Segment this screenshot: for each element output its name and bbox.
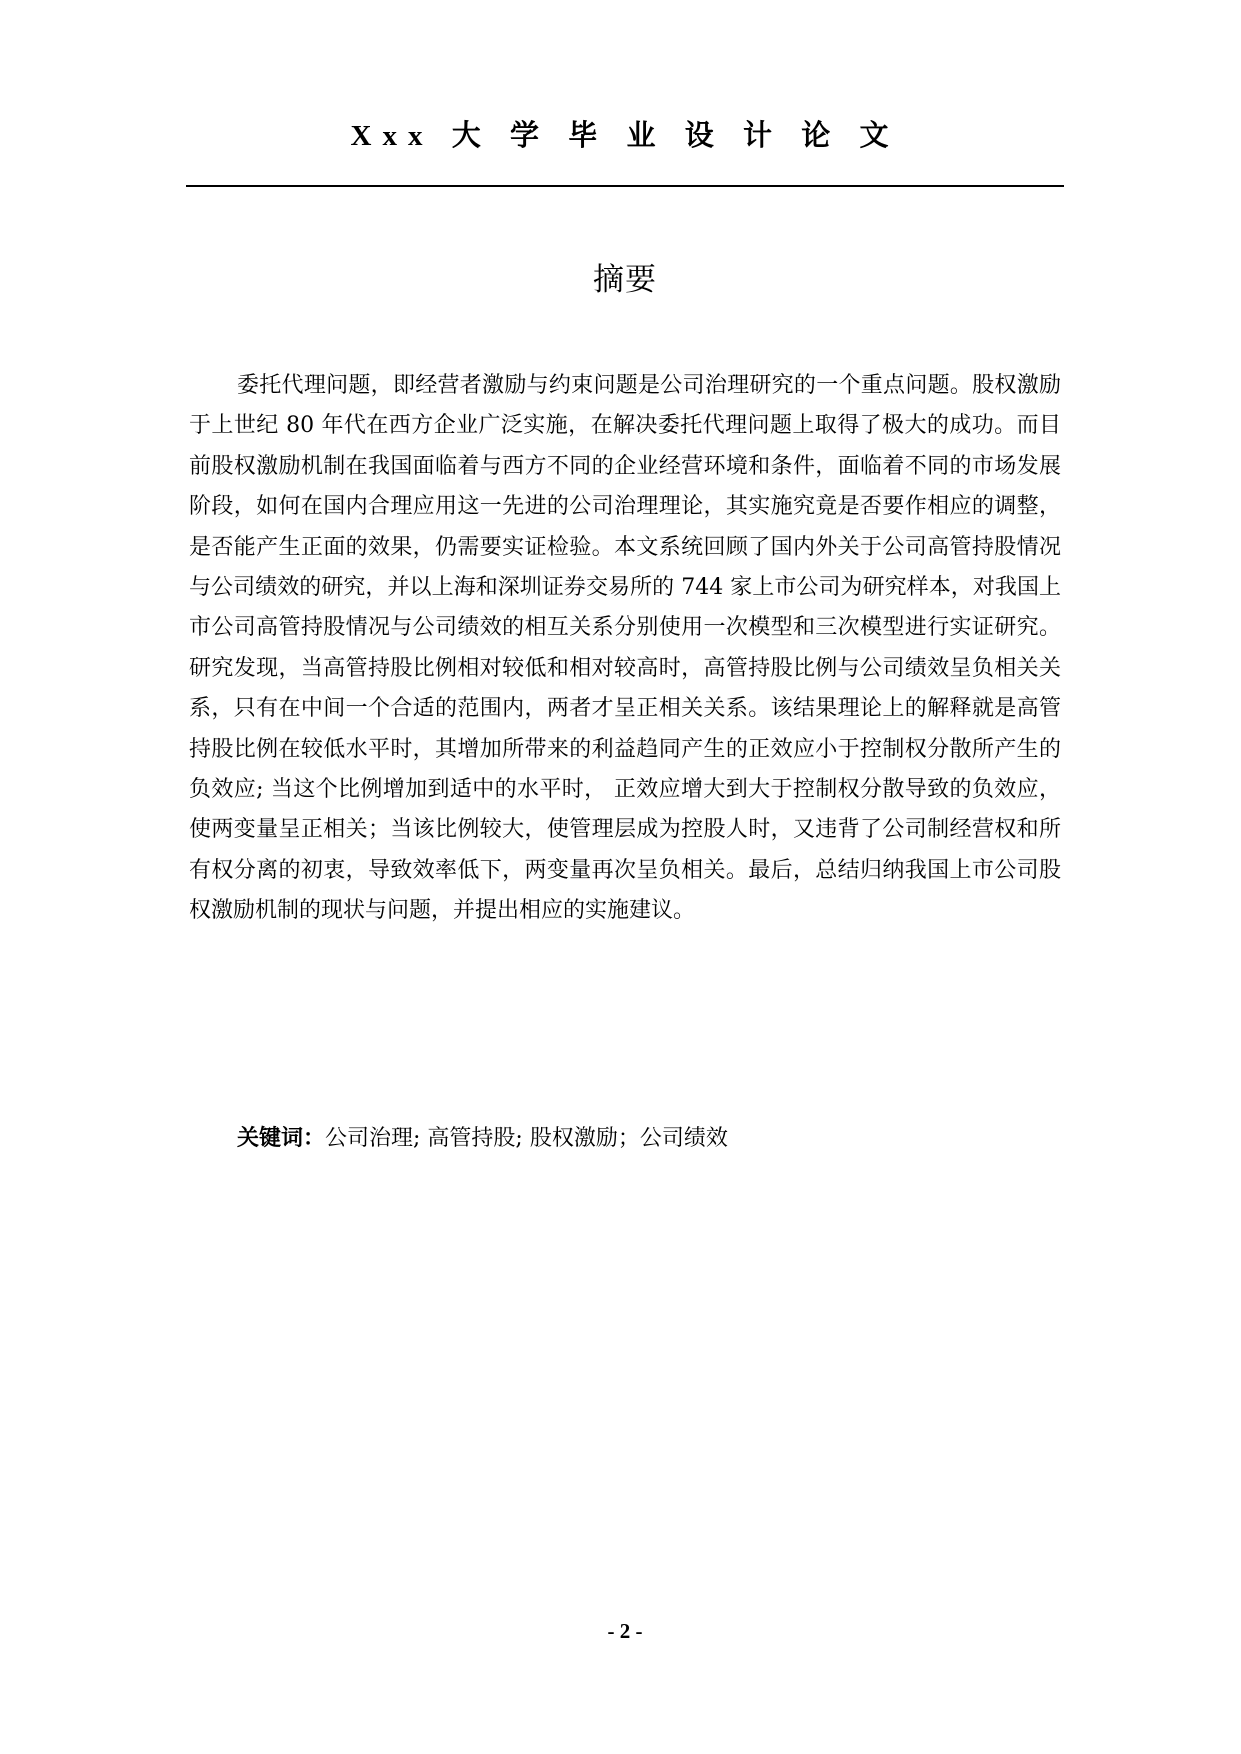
abstract-heading: 摘要 (593, 262, 657, 298)
keywords-list: 公司治理; 高管持股; 股权激励；公司绩效 (325, 1126, 728, 1151)
page-number: - 2 - (607, 1619, 643, 1643)
abstract-paragraph: 委托代理问题，即经营者激励与约束问题是公司治理研究的一个重点问题。股权激励于上世纪 80 年代在西方企业广泛实施，在解决委托代理问题上取得了极大的成功。而目前股权激励机制在我国面临着与西方不同的企业经营环境和条件，面临着不同的市场发展阶段，如何在国内合理应用这一先进的公司治理理论，其实施究竟是否要作相应的调整，是否能产生正面的效果，仍需要实证检验。本文系统回顾了国内外关于公司高管持股情况与公司绩效的研究，并以上海和深圳证券交易所的 744 家上市公司为研究样本，对我国上市公司高管持股情况与公司绩效的相互关系分别使用一次模型和三次模型进行实证研究。研究发现，当高管持股比例相对较低和相对较高时，高管持股比例与公司绩效呈负相关关系，只有在中间一个合适的范围内，两者才呈正相关关系。该结果理论上的解释就是高管持股比例在较低水平时，其增加所带来的利益趋同产生的正效应小于控制权分散所产生的负效应; 当这个比例增加到适中的水平时， 正效应增大到大于控制权分散导致的负效应，使两变量呈正相关；当该比例较大，使管理层成为控股人时，又违背了公司制经营权和所有权分离的初衷，导致效率低下，两变量再次呈负相关。最后，总结归纳我国上市公司股权激励机制的现状与问题，并提出相应的实施建议。 (189, 373, 1061, 924)
document-header-title: Xxx 大 学 毕 业 设 计 论 文 (350, 120, 900, 152)
header-divider (186, 185, 1064, 187)
keywords-label: 关键词： (237, 1126, 326, 1151)
keywords-line (237, 1123, 728, 1155)
